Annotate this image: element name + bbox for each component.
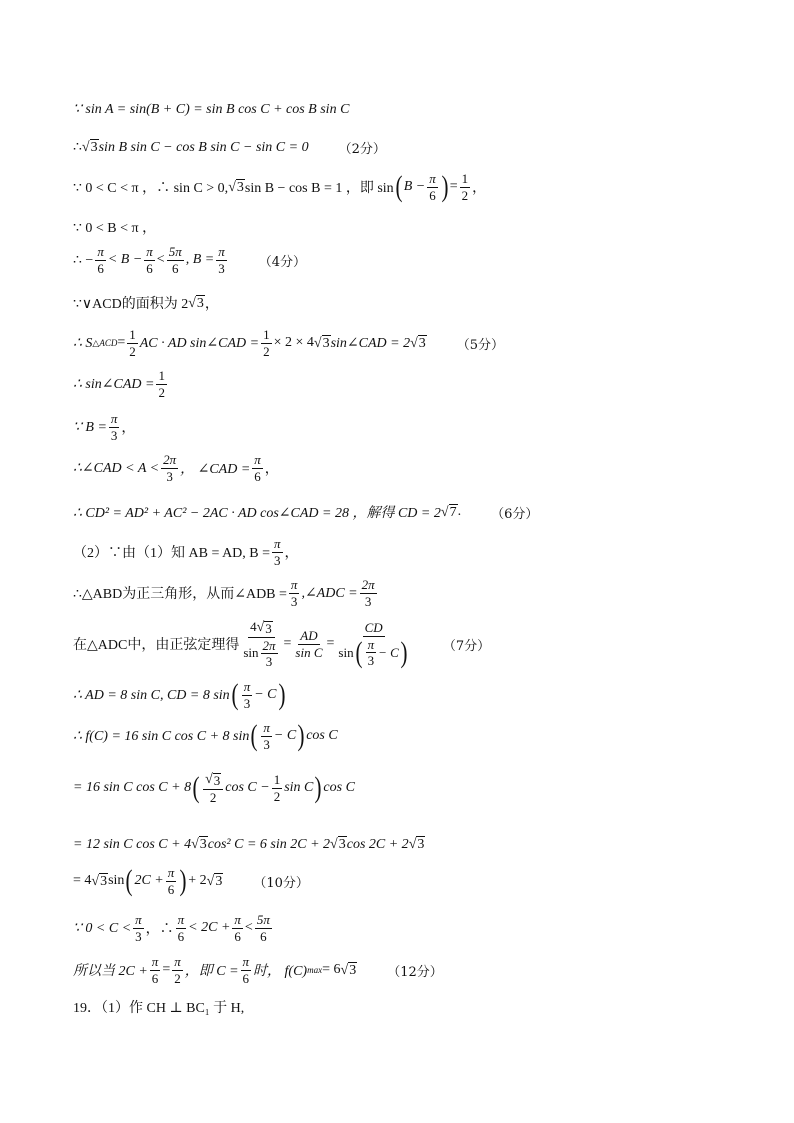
- line-text: =: [283, 636, 292, 652]
- proof-line-13: [73, 578, 379, 608]
- line-text: cos C: [306, 728, 338, 744]
- paren: (: [250, 719, 258, 753]
- sqrt-expr: [207, 873, 224, 890]
- denominator: 6: [242, 970, 250, 986]
- score-label: （5分）: [456, 337, 505, 353]
- line-text: = 6: [322, 962, 341, 978]
- sqrt-expr: [228, 179, 245, 196]
- fraction: [127, 328, 138, 358]
- line-text: = 12 sin C cos C + 4: [73, 836, 192, 852]
- sqrt-expr: [82, 139, 99, 156]
- fraction: [166, 866, 177, 896]
- radicand: 3: [213, 773, 221, 789]
- sin: sin: [243, 644, 259, 660]
- numerator: π: [97, 244, 104, 259]
- paren: ): [278, 678, 285, 712]
- line-text: < 2C +: [188, 920, 231, 936]
- denominator: 3: [367, 653, 375, 669]
- fraction: [109, 412, 120, 442]
- proof-line-7: [73, 328, 504, 358]
- proof-line-11: [73, 502, 538, 522]
- sqrt-symbol: √: [81, 140, 90, 155]
- radicand: 3: [417, 837, 425, 852]
- line-text: = 16 sin C cos C + 8: [73, 780, 192, 796]
- line-text: sin∠CAD = 2: [330, 335, 411, 351]
- numerator: CD: [364, 620, 383, 636]
- line-text: ∴: [73, 140, 82, 155]
- denominator: 6: [97, 260, 104, 276]
- proof-line-9: [73, 412, 135, 442]
- numerator: [248, 620, 275, 638]
- paren: (: [231, 678, 239, 712]
- score-label: （10分）: [253, 875, 309, 891]
- proof-line-15: [73, 680, 287, 710]
- line-text: − C: [273, 728, 297, 744]
- sqrt-symbol: √: [410, 335, 418, 351]
- fraction: [293, 629, 324, 659]
- radicand: 3: [322, 335, 330, 351]
- denominator: 3: [166, 468, 173, 484]
- proof-line-6: [73, 293, 219, 313]
- proof-line-18: [73, 836, 425, 853]
- denominator: sin C: [295, 644, 323, 660]
- fraction: [176, 913, 187, 943]
- proof-line-17: [73, 772, 355, 804]
- line-text: <: [156, 252, 165, 268]
- paren: (: [192, 771, 200, 805]
- paren: (: [355, 635, 363, 669]
- numerator: π: [110, 411, 118, 426]
- denominator: 6: [177, 928, 185, 944]
- proof-line-2: [73, 138, 386, 157]
- line-text: ∴ CD² = AD² + AC² − 2AC · AD cos∠CAD = 28 ，解得 CD = 2: [73, 506, 441, 521]
- sqrt-symbol: √: [256, 620, 265, 635]
- numerator: π: [174, 954, 181, 969]
- score-label: （12分）: [387, 964, 443, 980]
- line-text: .: [457, 504, 462, 519]
- proof-line-10: [73, 453, 279, 483]
- line-text: 19．（1）作 CH ⊥ BC₁ 于 H,: [73, 1001, 245, 1016]
- denominator: 3: [135, 928, 142, 944]
- subscript: △ACD: [92, 337, 118, 348]
- denominator: 6: [234, 928, 241, 944]
- sqrt-expr: [191, 836, 208, 853]
- line-text: 2C +: [134, 873, 164, 889]
- numerator: π: [290, 577, 298, 592]
- denominator: 6: [167, 881, 175, 897]
- line-text: ，∴: [145, 922, 174, 938]
- line-text: + 2: [188, 873, 207, 889]
- numerator: 1: [129, 327, 136, 342]
- coef: 4: [250, 619, 257, 634]
- line-text: cos C: [323, 780, 355, 796]
- line-text: AC · AD sin∠CAD =: [139, 335, 260, 351]
- score-label: （6分）: [491, 506, 539, 522]
- denominator: 6: [429, 187, 436, 203]
- paren: (: [395, 170, 403, 204]
- numerator: π: [135, 912, 142, 927]
- subscript: max: [307, 965, 323, 976]
- sqrt-expr: [91, 873, 108, 890]
- line-text: ∵∨ACD的面积为 2: [73, 297, 189, 312]
- numerator: π: [146, 244, 153, 259]
- fraction: [427, 172, 438, 202]
- denominator: 3: [243, 695, 251, 711]
- fraction: [272, 773, 283, 803]
- sqrt-symbol: √: [330, 837, 338, 852]
- line-text: ∴∠CAD < A <: [73, 460, 160, 476]
- sqrt-expr: [341, 962, 358, 979]
- line-text: =: [449, 179, 458, 195]
- line-text: 所以当 2C +: [73, 964, 148, 980]
- proof-line-16: [73, 721, 338, 751]
- fraction: [161, 453, 178, 483]
- numerator: 5π: [168, 244, 182, 259]
- score-label: （4分）: [258, 254, 307, 270]
- radicand: 3: [418, 335, 426, 351]
- fraction: [156, 369, 167, 399]
- sqrt-symbol: √: [440, 504, 449, 520]
- denominator: 6: [260, 928, 267, 944]
- radicand: 3: [100, 873, 108, 889]
- fraction: [261, 721, 272, 751]
- denominator: 2: [174, 970, 181, 986]
- fraction: [289, 578, 300, 608]
- line-text: 在△ADC中，由正弦定理得: [73, 638, 240, 654]
- line-text: × 2 × 4: [273, 335, 314, 351]
- denominator: 3: [110, 427, 118, 443]
- proof-line-12: [73, 537, 299, 567]
- line-text: （2）∵由（1）知 AB = AD, B =: [73, 546, 271, 562]
- line-text: ∵ sin A = sin(B + C) = sin B cos C + cos B sin C: [73, 102, 350, 117]
- radicand: 7: [449, 504, 457, 520]
- denominator: 2: [209, 789, 217, 805]
- numerator: 2π: [163, 452, 177, 467]
- fraction: [172, 955, 183, 985]
- sqrt-expr: [330, 836, 347, 853]
- line-text: <: [244, 920, 253, 936]
- proof-line-3: ∵ 0 < C < π ，∴ sin C > 0, √ 3 sin B − cos B = 1 ，即 sin ( B − $\frac{\pi}{6}$ ) = $\frac{1}{2}$ ，: [73, 170, 487, 204]
- numerator: π: [367, 636, 375, 652]
- line-text: ，: [284, 546, 299, 562]
- line-text: < B −: [107, 252, 143, 268]
- score-label: （7分）: [442, 638, 491, 654]
- denominator: 3: [274, 552, 281, 568]
- sqrt-expr: [441, 504, 458, 521]
- fraction: [150, 955, 161, 985]
- denominator: 3: [290, 593, 298, 609]
- sqrt-expr: [314, 335, 331, 352]
- denominator: 2: [273, 788, 281, 804]
- numerator: π: [429, 171, 436, 186]
- proof-line-4: [73, 217, 156, 237]
- line-text: sin B sin C − cos B sin C − sin C = 0: [98, 139, 309, 155]
- numerator: π: [242, 954, 250, 969]
- sqrt-symbol: √: [206, 873, 215, 889]
- paren: ): [297, 719, 305, 753]
- sqrt-symbol: √: [340, 962, 349, 978]
- line-text: =: [326, 636, 335, 652]
- radicand: 3: [196, 295, 204, 311]
- radicand: 3: [90, 140, 98, 155]
- score-label: （2分）: [338, 142, 386, 157]
- paren: ): [400, 635, 408, 669]
- sqrt-symbol: √: [188, 295, 196, 311]
- fraction: [241, 955, 252, 985]
- denominator: 3: [265, 654, 273, 670]
- fraction: [203, 772, 223, 804]
- fraction: [336, 621, 410, 668]
- proof-line-8: [73, 369, 169, 399]
- paren: (: [125, 864, 133, 898]
- line-text: ∴△ABD为正三角形，从而∠ADB =: [73, 587, 287, 603]
- paren: ): [314, 771, 322, 805]
- numerator: AD: [300, 628, 318, 644]
- fraction: [95, 245, 106, 275]
- line-text: 时， f(C): [253, 964, 308, 980]
- numerator: 1: [273, 772, 281, 788]
- line-text: ∴ AD = 8 sin C, CD = 8 sin: [73, 687, 230, 703]
- line-text: ， ∠CAD =: [180, 462, 251, 478]
- denominator: 6: [151, 970, 159, 986]
- proof-line-22: [73, 997, 244, 1017]
- line-text: − C: [378, 644, 399, 660]
- line-text: ∴ sin∠CAD =: [73, 376, 155, 392]
- denominator: 2: [461, 187, 469, 203]
- line-text: B −: [403, 179, 426, 195]
- fraction: [241, 620, 281, 669]
- line-text: =: [117, 335, 126, 351]
- sqrt-expr: [188, 295, 205, 312]
- numerator: 2π: [262, 637, 276, 653]
- fraction: [255, 913, 272, 943]
- line-text: ,∠ADC =: [301, 585, 358, 601]
- proof-line-1: [73, 101, 349, 118]
- proof-line-19: [73, 866, 309, 896]
- line-text: ，: [264, 462, 279, 478]
- fraction: [167, 245, 184, 275]
- numerator: [203, 772, 223, 790]
- fraction: [242, 680, 253, 710]
- line-text: , B =: [185, 252, 215, 268]
- paren: ): [441, 170, 449, 204]
- line-text: sin: [108, 873, 125, 889]
- line-text: ∵ B =: [73, 419, 107, 435]
- line-text: sin C: [284, 780, 314, 796]
- sqrt-expr: [257, 621, 273, 636]
- numerator: 1: [263, 327, 270, 342]
- sqrt-expr: [205, 773, 221, 788]
- fraction: [232, 913, 243, 943]
- line-text: ∵ 0 < C < π ，∴ sin C > 0,: [73, 181, 229, 197]
- numerator: π: [234, 912, 241, 927]
- numerator: 1: [158, 368, 165, 383]
- fraction: [366, 638, 377, 668]
- line-text: ，: [121, 421, 136, 437]
- paren: ): [179, 864, 187, 898]
- sqrt-symbol: √: [191, 837, 199, 852]
- denominator: 3: [364, 593, 372, 609]
- denominator: 2: [158, 384, 165, 400]
- sqrt-symbol: √: [408, 837, 417, 852]
- radicand: 3: [236, 179, 244, 195]
- numerator: π: [177, 912, 185, 927]
- sqrt-symbol: √: [205, 772, 213, 787]
- sqrt-symbol: √: [91, 873, 100, 889]
- line-text: ，即 C =: [184, 964, 239, 980]
- line-text: ∴ −: [73, 252, 94, 268]
- line-text: sin B − cos B = 1 ，即 sin: [244, 181, 394, 197]
- line-text: =: [162, 962, 171, 978]
- denominator: 3: [218, 260, 225, 276]
- denominator: 6: [171, 260, 179, 276]
- line-text: cos² C = 6 sin 2C + 2: [207, 836, 331, 852]
- numerator: π: [274, 536, 281, 551]
- radicand: 3: [349, 962, 357, 978]
- proof-line-20: [73, 913, 274, 943]
- numerator: 5π: [256, 912, 270, 927]
- numerator: π: [167, 865, 175, 880]
- line-text: ∵ 0 < C <: [73, 920, 132, 936]
- proof-line-21: [73, 955, 443, 985]
- line-text: ，: [204, 297, 219, 312]
- line-text: ∵ 0 < B < π ，: [73, 221, 157, 236]
- numerator: π: [263, 720, 270, 735]
- fraction: [261, 639, 278, 669]
- line-text: = 4: [73, 873, 92, 889]
- numerator: π: [254, 452, 261, 467]
- fraction: [261, 328, 272, 358]
- line-text: cos C −: [225, 780, 270, 796]
- line-text: cos 2C + 2: [346, 836, 409, 852]
- numerator: π: [218, 244, 225, 259]
- sqrt-symbol: √: [313, 335, 322, 351]
- radicand: 3: [215, 873, 223, 889]
- sqrt-expr: [410, 335, 427, 352]
- denominator: 6: [254, 468, 261, 484]
- radicand: 3: [199, 837, 207, 852]
- line-text: ∴ f(C) = 16 sin C cos C + 8 sin: [73, 728, 250, 744]
- fraction: [133, 913, 144, 943]
- denominator: [336, 637, 410, 668]
- denominator: [241, 638, 281, 669]
- line-text: − C: [254, 687, 277, 703]
- fraction: [216, 245, 227, 275]
- numerator: π: [151, 954, 159, 969]
- sqrt-symbol: √: [228, 179, 236, 195]
- numerator: π: [243, 679, 251, 694]
- line-text: ∴ S: [73, 335, 93, 351]
- denominator: 3: [263, 736, 270, 752]
- denominator: 6: [146, 260, 153, 276]
- proof-line-14: [73, 620, 490, 669]
- denominator: 2: [263, 343, 270, 359]
- fraction: [252, 453, 263, 483]
- radicand: 3: [265, 621, 272, 637]
- radicand: 3: [338, 837, 346, 852]
- sqrt-expr: [409, 836, 426, 853]
- denominator: 2: [129, 343, 136, 359]
- fraction: [460, 172, 471, 202]
- numerator: 2π: [361, 577, 375, 592]
- sin: sin: [338, 644, 354, 660]
- proof-line-5: [73, 245, 306, 275]
- fraction: [144, 245, 155, 275]
- fraction: [272, 537, 283, 567]
- fraction: [360, 578, 377, 608]
- numerator: 1: [461, 171, 469, 186]
